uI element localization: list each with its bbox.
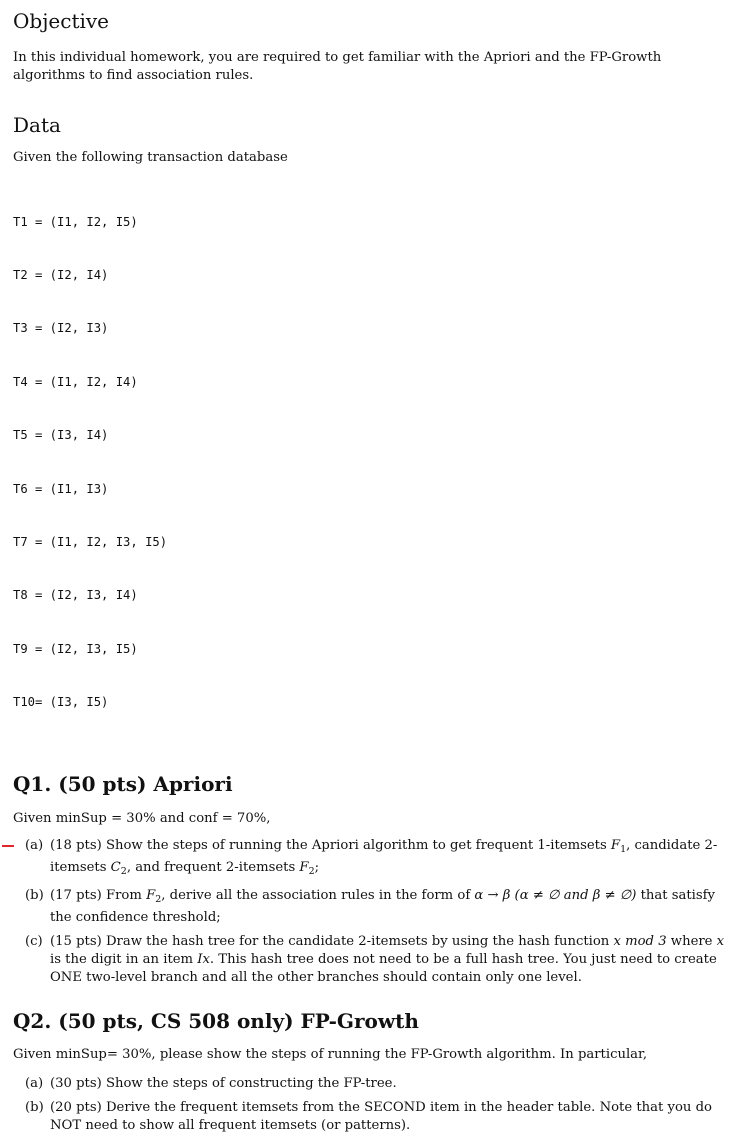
q1-item-b: (b) (17 pts) From $F_2$, derive all the association rules in the form of α → β (α ≠ ∅ and β ≠ ∅) that satisfy the confidence threshold; — [25, 887, 715, 925]
data-heading: Data — [13, 113, 61, 137]
data-intro: Given the following transaction database — [13, 150, 288, 165]
transaction-list — [13, 178, 725, 748]
item-label: (a) — [25, 1075, 44, 1091]
q2-items — [13, 1075, 725, 1135]
item-label: (b) — [25, 1099, 44, 1115]
transaction-row: T6 = (I1, I3) — [13, 481, 109, 496]
transaction-row: T2 = (I2, I4) — [13, 267, 109, 282]
objective-text: In this individual homework, you are required to get familiar with the Apriori and the FP-Growth algorithms to find association rules. — [13, 50, 662, 83]
q2-item-a: (a) (30 pts) Show the steps of constructing the FP-tree. — [25, 1075, 397, 1091]
transaction-row: T9 = (I2, I3, I5) — [13, 641, 138, 656]
objective-heading: Objective — [13, 9, 110, 33]
annotation-mark — [2, 845, 14, 848]
q2-intro: Given minSup= 30%, please show the steps of running the FP-Growth algorithm. In particular, — [13, 1046, 648, 1062]
q2-item-b: (b) (20 pts) Derive the frequent itemsets from the SECOND item in the header table. Note that you do NOT need to show all frequent itemsets (or patterns). — [25, 1099, 712, 1133]
transaction-row: T1 = (I1, I2, I5) — [13, 214, 138, 229]
item-label: (b) — [25, 887, 44, 903]
transaction-row: T7 = (I1, I2, I3, I5) — [13, 534, 168, 549]
document — [13, 0, 725, 1141]
transaction-row: T5 = (I3, I4) — [13, 428, 109, 443]
q1-intro: Given minSup = 30% and conf = 70%, — [13, 810, 271, 826]
transaction-row: T8 = (I2, I3, I4) — [13, 588, 138, 603]
transaction-row: T10= (I3, I5) — [13, 695, 109, 710]
item-label: (a) — [25, 837, 44, 853]
transaction-row: T4 = (I1, I2, I4) — [13, 374, 138, 389]
q1-heading: Q1. (50 pts) Apriori — [13, 771, 233, 796]
item-label: (c) — [25, 933, 43, 949]
q1-item-c: (c) (15 pts) Draw the hash tree for the candidate 2-itemsets by using the hash function x mod 3 where x is the digit in an item Ix. This hash tree does not need to be a full hash tree. You just need to create ONE two-level branch and all the other branches should contain only one level. — [25, 933, 725, 985]
q1-item-a: (a) (18 pts) Show the steps of running the Apriori algorithm to get frequent 1-itemsets $F_1$, candidate 2-itemsets $C_2$, and frequent 2-itemsets $F_2$; — [13, 837, 725, 881]
q2-heading: Q2. (50 pts, CS 508 only) FP-Growth — [13, 1008, 419, 1033]
q1-items — [13, 837, 725, 987]
transaction-row: T3 = (I2, I3) — [13, 321, 109, 336]
